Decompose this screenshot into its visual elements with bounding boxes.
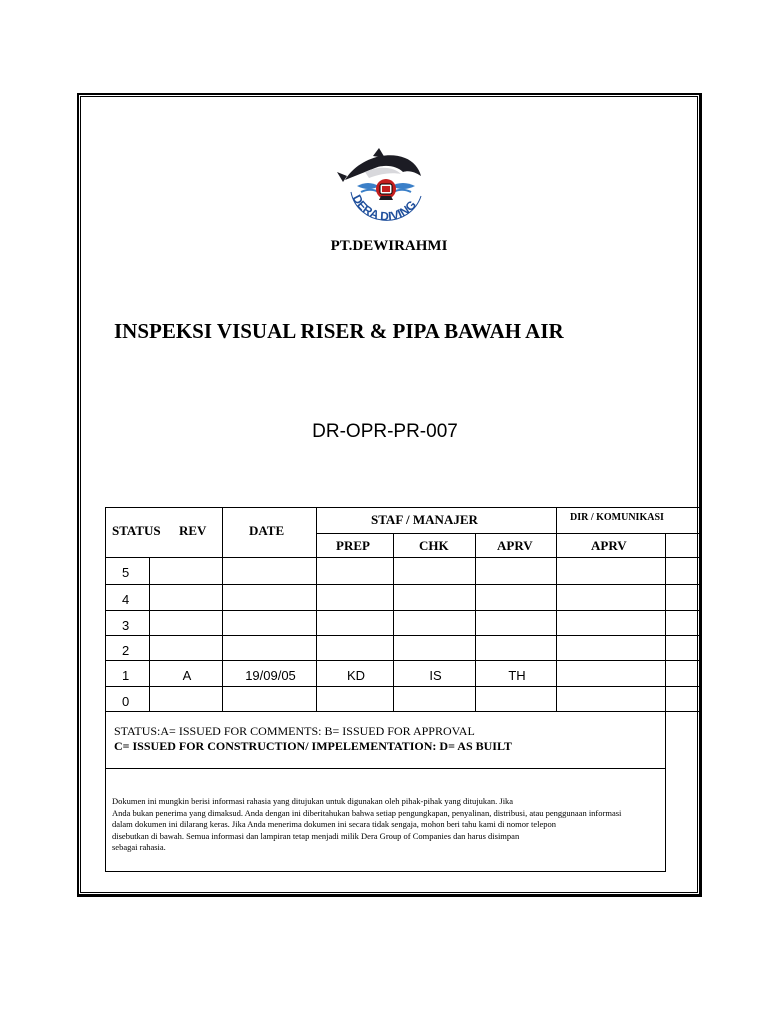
table-cell-rev — [149, 557, 223, 585]
table-cell-rev — [149, 660, 223, 687]
table-cell-date — [222, 584, 317, 611]
table-cell-status — [105, 584, 150, 611]
disclaimer-text — [112, 796, 657, 854]
header-aprv: APRV — [497, 538, 533, 553]
cell-value: TH — [508, 668, 526, 683]
table-cell-date — [222, 660, 317, 687]
header-dir-aprv: APRV — [591, 538, 627, 553]
header-staff: STAF / MANAJER — [371, 512, 478, 527]
table-cell-rev — [149, 584, 223, 611]
disclaimer-line: dalam dokumen ini dilarang keras. Jika Anda menerima dokumen ini secara tidak sengaja, mohon beri tahu kami di nomor telepon — [112, 819, 557, 830]
cell-value: A — [182, 668, 192, 683]
disclaimer-line: sebagai rahasia. — [112, 842, 166, 853]
header-prep: PREP — [336, 538, 370, 553]
logo-text: DERA DIVING — [349, 192, 420, 224]
table-cell-extra — [665, 686, 701, 712]
table-cell-aprv — [475, 686, 557, 712]
dera-diving-logo — [335, 146, 435, 232]
cell-value: 1 — [122, 668, 130, 683]
table-cell-aprv — [475, 660, 557, 687]
table-cell-chk — [393, 584, 476, 611]
table-cell-dir-aprv — [556, 584, 666, 611]
cell-value: 0 — [122, 694, 130, 709]
table-cell-extra — [665, 660, 701, 687]
table-cell-aprv — [475, 610, 557, 636]
cell-value: 4 — [122, 592, 130, 607]
table-cell-aprv — [475, 584, 557, 611]
disclaimer-line: disebutkan di bawah. Semua informasi dan lampiran tetap menjadi milik Dera Group of Companies dan harus disimpan — [112, 830, 520, 841]
cell-value: 3 — [122, 618, 130, 633]
table-cell-date — [222, 635, 317, 661]
table-cell-chk — [393, 610, 476, 636]
table-cell-chk — [393, 686, 476, 712]
cell-value: 5 — [122, 565, 130, 580]
table-cell-dir-aprv — [556, 610, 666, 636]
table-cell-status — [105, 635, 150, 661]
legend-line-1: STATUS:A= ISSUED FOR COMMENTS: B= ISSUED FOR APPROVAL — [114, 724, 475, 738]
header-rev: REV — [179, 523, 207, 538]
table-cell-extra — [665, 610, 701, 636]
table-cell-extra — [665, 584, 701, 611]
table-cell-chk — [393, 557, 476, 585]
table-cell-date — [222, 686, 317, 712]
document-number: DR-OPR-PR-007 — [312, 421, 458, 442]
table-cell-status — [105, 557, 150, 585]
table-cell-extra — [665, 557, 701, 585]
table-cell-prep — [316, 557, 394, 585]
header-status: STATUS — [112, 523, 161, 538]
cell-value: 19/09/05 — [245, 668, 296, 683]
document-title: INSPEKSI VISUAL RISER & PIPA BAWAH AIR — [114, 319, 564, 343]
table-cell-aprv — [475, 557, 557, 585]
table-cell-status — [105, 686, 150, 712]
table-cell-prep — [316, 686, 394, 712]
table-cell-dir-aprv — [556, 660, 666, 687]
table-cell-prep — [316, 610, 394, 636]
table-cell-date — [222, 557, 317, 585]
table-cell-prep — [316, 660, 394, 687]
cell-value: 2 — [122, 643, 130, 658]
table-cell-dir-aprv — [556, 557, 666, 585]
table-cell-status — [105, 610, 150, 636]
company-name: PT.DEWIRAHMI — [330, 238, 448, 254]
table-cell-extra — [665, 635, 701, 661]
table-cell-aprv — [475, 635, 557, 661]
disclaimer-line: Anda bukan penerima yang dimaksud. Anda dengan ini diberitahukan bahwa setiap pengungkapan, penyalinan, distribusi, atau penggunaan informasi — [112, 807, 622, 818]
table-cell-prep — [316, 584, 394, 611]
table-cell-chk — [393, 660, 476, 687]
table-cell-chk — [393, 635, 476, 661]
table-cell-rev — [149, 610, 223, 636]
disclaimer-line: Dokumen ini mungkin berisi informasi rahasia yang ditujukan untuk digunakan oleh pihak-pihak yang ditujukan. Jika — [112, 796, 514, 806]
header-chk: CHK — [419, 538, 449, 553]
table-cell-rev — [149, 686, 223, 712]
header-extra-cell — [665, 533, 701, 558]
table-cell-status — [105, 660, 150, 687]
table-cell-date — [222, 610, 317, 636]
table-cell-dir-aprv — [556, 635, 666, 661]
legend-line-2: C= ISSUED FOR CONSTRUCTION/ IMPELEMENTATION: D= AS BUILT — [114, 739, 512, 753]
header-dir: DIR / KOMUNIKASI — [570, 512, 664, 523]
table-cell-dir-aprv — [556, 686, 666, 712]
header-date: DATE — [249, 523, 285, 538]
table-cell-prep — [316, 635, 394, 661]
cell-value: KD — [346, 668, 366, 683]
table-cell-rev — [149, 635, 223, 661]
cell-value: IS — [429, 668, 442, 683]
